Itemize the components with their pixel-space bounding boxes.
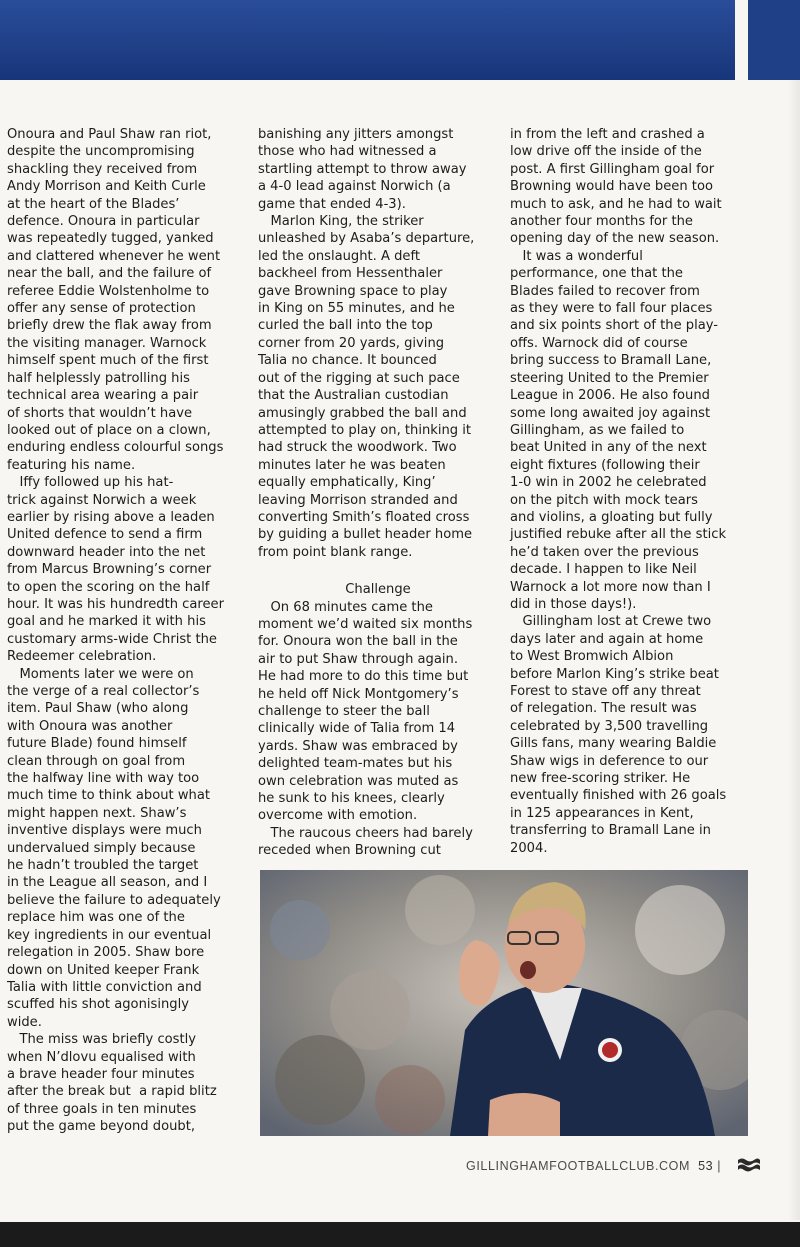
article-line: from point blank range. [258,544,413,560]
article-line: wide. [7,1014,42,1030]
article-line: days later and again at home [510,631,704,647]
page-footer [466,1159,721,1173]
article-line: United defence to send a firm [7,527,203,543]
article-line: Talia with little conviction and [7,979,202,995]
article-line: for. Onoura won the ball in the [258,634,458,650]
article-line: Browning would have been too [510,179,713,195]
article-line: gave Browning space to play [258,283,448,299]
article-line: a 4-0 lead against Norwich (a [258,179,451,195]
article-column-2 [258,126,498,860]
article-line: Moments later we were on [7,666,194,682]
article-line: inventive displays were much [7,823,202,839]
article-line: offs. Warnock did of course [510,335,688,351]
article-line: corner from 20 yards, giving [258,335,445,351]
article-line: on the pitch with mock tears [510,492,698,508]
article-line: It was a wonderful [510,248,643,264]
article-line: he hadn’t troubled the target [7,858,199,874]
article-line: as they were to fall four places [510,301,713,317]
article-line: curled the ball into the top [258,318,433,334]
article-line: moment we’d waited six months [258,616,473,632]
article-line: referee Eddie Wolstenholme to [7,283,210,299]
article-line: attempted to play on, thinking it [258,422,472,438]
article-line: eight fixtures (following their [510,457,700,473]
article-line: put the game beyond doubt, [7,1119,195,1135]
article-line: undervalued simply because [7,840,196,856]
article-line: the halfway line with way too [7,771,200,787]
article-line: minutes later he was beaten [258,457,446,473]
article-line: scuffed his shot agonisingly [7,997,189,1013]
article-line: The raucous cheers had barely [258,825,473,841]
article-line: by guiding a bullet header home [258,527,473,543]
article-line: Redeemer celebration. [7,649,157,665]
article-line: of shorts that wouldn’t have [7,405,193,421]
article-line: out of the rigging at such pace [258,370,460,386]
article-line: replace him was one of the [7,910,185,926]
article-line: he sunk to his knees, clearly [258,791,445,807]
article-column-2-bottom [258,599,498,860]
article-line: at the heart of the Blades’ [7,196,180,212]
subhead-spacer [258,561,498,581]
article-line: receded when Browning cut [258,843,441,859]
footer-separator: | [717,1159,722,1173]
article-line: shackling they received from [7,161,198,177]
section-subheading: Challenge [345,582,411,598]
article-line: justified rebuke after all the stick [510,527,727,543]
article-line: to open the scoring on the half [7,579,210,595]
article-line: Marlon King, the striker [258,214,424,230]
article-line: looked out of place on a clown, [7,422,211,438]
article-line: decade. I happen to like Neil [510,562,697,578]
article-line: the verge of a real collector’s [7,684,200,699]
article-line: 1-0 win in 2002 he celebrated [510,475,707,491]
article-line: and violins, a gloating but fully [510,509,713,525]
page-edge-shadow [788,80,800,1220]
bottom-border [0,1222,800,1247]
article-line: Talia no chance. It bounced [258,353,437,369]
article-line: with Onoura was another [7,718,173,734]
article-line: challenge to steer the ball [258,704,430,719]
article-line: Onoura and Paul Shaw ran riot, [7,127,212,142]
article-line: offer any sense of protection [7,301,196,317]
header-banner-edge [748,0,800,80]
article-line: featuring his name. [7,457,136,473]
article-column-1 [7,126,247,1136]
article-line: of relegation. The result was [510,701,697,717]
article-line: led the onslaught. A deft [258,248,420,264]
article-line: He had more to do this time but [258,669,469,685]
article-line: On 68 minutes came the [258,599,433,615]
article-line: Blades failed to recover from [510,283,700,299]
article-line: when N’dlovu equalised with [7,1049,196,1065]
article-line: defence. Onoura in particular [7,214,200,230]
article-line: half helplessly patrolling his [7,370,190,386]
article-line: in from the left and crashed a [510,127,705,142]
article-line: air to put Shaw through again. [258,651,458,667]
article-line: the visiting manager. Warnock [7,335,207,351]
article-line: Warnock a lot more now than I [510,579,711,595]
article-line: in King on 55 minutes, and he [258,301,455,317]
article-line: Shaw wigs in deference to our [510,753,709,769]
article-photo [260,870,748,1136]
article-line: low drive off the inside of the [510,144,702,160]
article-line: those who had witnessed a [258,144,437,160]
article-line: technical area wearing a pair [7,388,199,404]
article-line: item. Paul Shaw (who along [7,701,189,717]
article-line: steering United to the Premier [510,370,709,386]
article-line: believe the failure to adequately [7,892,221,908]
article-line: bring success to Bramall Lane, [510,353,712,369]
article-line: delighted team-mates but his [258,756,453,772]
article-line: clean through on goal from [7,753,186,769]
article-line: that the Australian custodian [258,388,449,404]
article-line: goal and he marked it with his [7,614,206,630]
article-line: from Marcus Browning’s corner [7,562,212,578]
crest-logo-icon [735,1156,763,1174]
article-line: Andy Morrison and Keith Curle [7,179,206,195]
article-line: was repeatedly tugged, yanked [7,231,214,247]
article-line: key ingredients in our eventual [7,927,212,943]
article-line: overcome with emotion. [258,808,418,824]
article-line: trick against Norwich a week [7,492,197,508]
article-line: did in those days!). [510,596,637,612]
article-column-2-top [258,126,498,561]
article-line: equally emphatically, King’ [258,475,436,491]
article-line: earlier by rising above a leaden [7,509,215,525]
article-line: converting Smith’s floated cross [258,509,470,525]
article-line: a brave header four minutes [7,1066,195,1082]
article-line: opening day of the new season. [510,231,720,247]
article-line: relegation in 2005. Shaw bore [7,945,205,961]
article-line: post. A first Gillingham goal for [510,161,715,177]
article-line: League in 2006. He also found [510,388,710,404]
article-line: enduring endless colourful songs [7,440,224,456]
article-line: Gills fans, many wearing Baldie [510,736,717,752]
article-line: after the break but a rapid blitz [7,1084,217,1100]
manager-photo-illustration [260,870,748,1136]
article-line: beat United in any of the next [510,440,707,456]
article-line: he’d taken over the previous [510,544,699,560]
article-line: much time to think about what [7,788,210,804]
article-line: himself spent much of the first [7,353,209,369]
article-line: transferring to Bramall Lane in [510,823,711,839]
article-line: yards. Shaw was embraced by [258,738,458,754]
article-line: some long awaited joy against [510,405,711,421]
article-line: near the ball, and the failure of [7,266,212,282]
article-line: backheel from Hessenthaler [258,266,443,282]
article-line: in 125 appearances in Kent, [510,805,694,821]
article-line: another four months for the [510,214,693,230]
article-line: downward header into the net [7,544,206,560]
article-line: customary arms-wide Christ the [7,631,217,647]
article-line: and clattered whenever he went [7,248,221,264]
article-line: leaving Morrison stranded and [258,492,458,508]
footer-site: GILLINGHAMFOOTBALLCLUB.COM [466,1159,690,1173]
club-crest-icon [735,1156,763,1174]
article-line: banishing any jitters amongst [258,127,454,142]
footer-page-number: 53 [698,1159,714,1173]
article-line: startling attempt to throw away [258,161,467,177]
article-line: before Marlon King’s strike beat [510,666,719,682]
article-line: celebrated by 3,500 travelling [510,718,709,734]
article-line: to West Bromwich Albion [510,649,674,665]
article-line: game that ended 4-3). [258,196,406,212]
article-line: Gillingham lost at Crewe two [510,614,712,630]
article-line: Iffy followed up his hat- [7,475,174,491]
article-line: amusingly grabbed the ball and [258,405,467,421]
article-line: down on United keeper Frank [7,962,200,978]
article-line: had struck the woodwork. Two [258,440,457,456]
article-line: of three goals in ten minutes [7,1101,197,1117]
article-line: Forest to stave off any threat [510,684,701,699]
article-line: briefly drew the flak away from [7,318,212,334]
article-line: much to ask, and he had to wait [510,196,722,212]
article-line: despite the uncompromising [7,144,195,160]
header-banner [0,0,735,80]
article-line: future Blade) found himself [7,736,187,752]
article-line: hour. It was his hundredth career [7,596,224,612]
article-line: in the League all season, and I [7,875,208,891]
article-line: 2004. [510,840,548,856]
article-line: The miss was briefly costly [7,1032,197,1048]
article-line: performance, one that the [510,266,683,282]
article-line: and six points short of the play- [510,318,719,334]
article-column-3 [510,126,750,857]
article-line: unleashed by Asaba’s departure, [258,231,475,247]
article-line: might happen next. Shaw’s [7,805,187,821]
article-line: eventually finished with 26 goals [510,788,727,804]
article-line: own celebration was muted as [258,773,459,789]
article-line: he held off Nick Montgomery’s [258,686,459,702]
article-line: Gillingham, as we failed to [510,422,685,438]
article-line: clinically wide of Talia from 14 [258,721,456,737]
article-line: new free-scoring striker. He [510,771,691,787]
